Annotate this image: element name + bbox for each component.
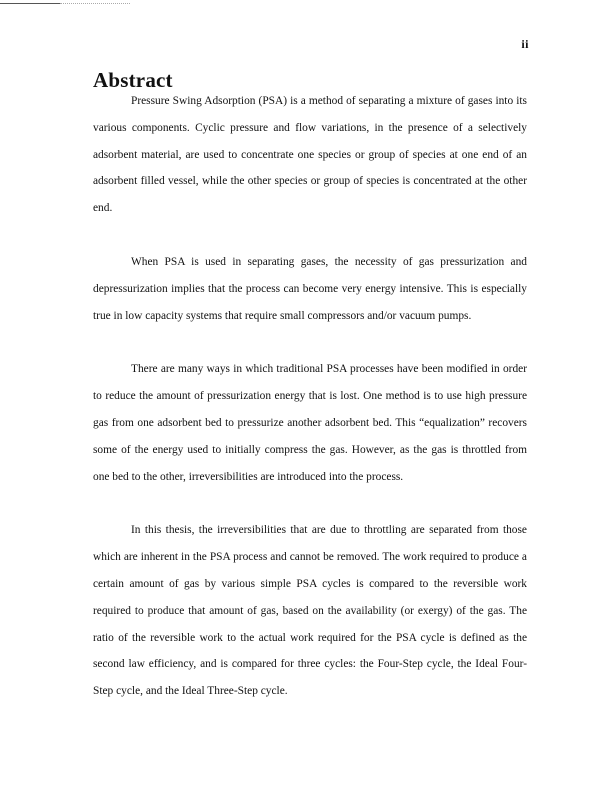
abstract-paragraph-4: In this thesis, the irreversibilities that are due to throttling are separated from those which are inherent in the PSA process and cannot be removed. The work required to produce a certain amount of gas by various simple PSA cycles is compared to the reversible work required to produce that amount of gas, based on the availability (or exergy) of the gas. The ratio of the reversible work to the actual work required for the PSA cycle is defined as the second law efficiency, and is compared for three cycles: the Four-Step cycle, the Ideal Four-Step cycle, and the Ideal Three-Step cycle. bbox=[93, 524, 527, 698]
top-edge-rule bbox=[0, 3, 60, 4]
abstract-paragraph-1: Pressure Swing Adsorption (PSA) is a method of separating a mixture of gases into its various components. Cyclic pressure and flow variations, in the presence of a selectively adsorbent material, are used to concentrate one species or group of species at one end of an adsorbent filled vessel, while the other species or group of species is concentrated at the other end. bbox=[93, 95, 527, 215]
page-number: ii bbox=[521, 37, 529, 51]
abstract-body bbox=[93, 88, 527, 705]
abstract-paragraph-3: There are many ways in which traditional PSA processes have been modified in order to reduce the amount of pressurization energy that is lost. One method is to use high pressure gas from one adsorbent bed to pressurize another adsorbent bed. This “equalization” recovers some of the energy used to initially compress the gas. However, as the gas is throttled from one bed to the other, irreversibilities are introduced into the process. bbox=[93, 363, 527, 483]
top-edge-rule-faint bbox=[60, 3, 130, 4]
abstract-paragraph-2: When PSA is used in separating gases, the necessity of gas pressurization and depressurization implies that the process can become very energy intensive. This is especially true in low capacity systems that require small compressors and/or vacuum pumps. bbox=[93, 255, 527, 322]
abstract-heading: Abstract bbox=[93, 68, 173, 92]
